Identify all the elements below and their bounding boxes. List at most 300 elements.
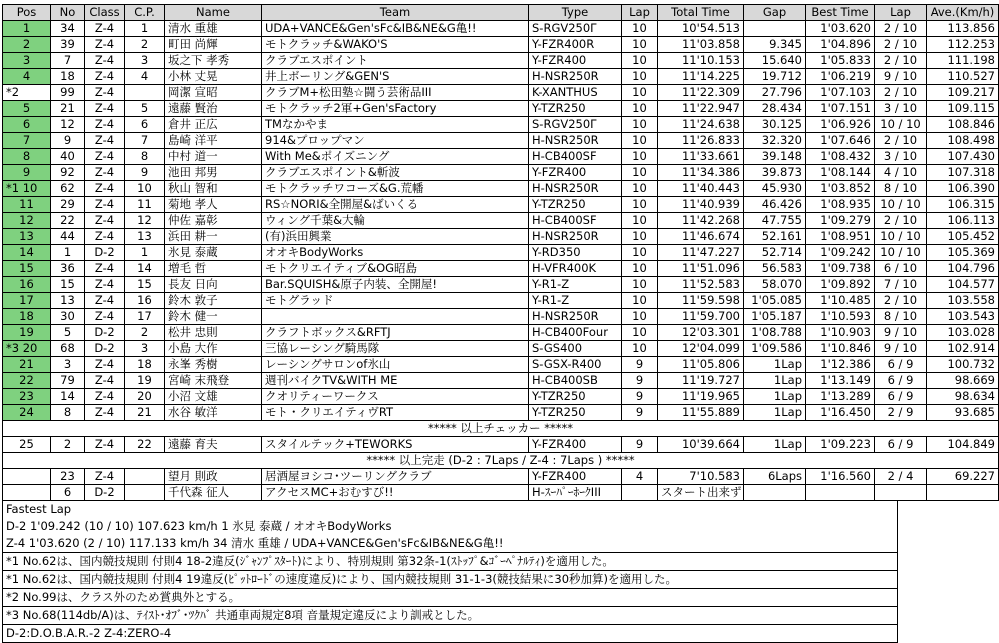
cell-type: Y-TZR250 (529, 405, 622, 421)
cell-name: 島崎 洋平 (165, 133, 262, 149)
results-table (2, 4, 999, 501)
cell-name: 千代森 征人 (165, 485, 262, 501)
cell-blap: 2 / 10 (875, 133, 927, 149)
cell-cp: 2 (125, 325, 165, 341)
col-lap: Lap (622, 5, 658, 21)
cell-gap: 47.755 (744, 213, 806, 229)
cell-type: Y-R1-Z (529, 277, 622, 293)
cell-name: 氷見 泰蔵 (165, 245, 262, 261)
col-ave: Ave.(Km/h) (927, 5, 999, 21)
cell-total: 11'59.598 (658, 293, 744, 309)
cell-blap: 2 / 10 (875, 53, 927, 69)
cell-best: 1'10.903 (806, 325, 875, 341)
cell-cls: Z-4 (85, 405, 125, 421)
cell-no: 5 (51, 325, 85, 341)
cell-ave: 108.846 (927, 117, 999, 133)
cell-cp (125, 485, 165, 501)
finish-row-text: ***** 以上完走 (D-2 : 7Laps / Z-4 : 7Laps ) ***** (3, 453, 999, 469)
cell-blap: 2 / 10 (875, 21, 927, 37)
cell-cp: 9 (125, 165, 165, 181)
cell-type: Y-FZR400 (529, 437, 622, 453)
col-gap: Gap (744, 5, 806, 21)
cell-best: 1'09.738 (806, 261, 875, 277)
cell-gap (744, 485, 806, 501)
cell-gap: 32.320 (744, 133, 806, 149)
cell-cls: Z-4 (85, 21, 125, 37)
cell-cp: 2 (125, 37, 165, 53)
cell-name: 水谷 敏洋 (165, 405, 262, 421)
cell-best: 1'08.432 (806, 149, 875, 165)
cell-best: 1'10.485 (806, 293, 875, 309)
cell-pos: 7 (3, 133, 51, 149)
cell-best: 1'04.896 (806, 37, 875, 53)
col-pos: Pos (3, 5, 51, 21)
cell-best: 1'07.646 (806, 133, 875, 149)
cell-no: 15 (51, 277, 85, 293)
cell-no: 68 (51, 341, 85, 357)
cell-ave: 98.669 (927, 373, 999, 389)
cell-ave: 109.115 (927, 101, 999, 117)
cell-pos (3, 469, 51, 485)
cell-team: UDA+VANCE&Gen'sFc&IB&NE&G亀!! (262, 21, 529, 37)
cell-gap: 6Laps (744, 469, 806, 485)
cell-team: With Me&ポイズニング (262, 149, 529, 165)
cell-pos: 13 (3, 229, 51, 245)
col-no: No (51, 5, 85, 21)
cell-total: 11'10.153 (658, 53, 744, 69)
cell-lap: 9 (622, 437, 658, 453)
cell-blap: 10 / 10 (875, 117, 927, 133)
cell-name: 宮崎 末飛登 (165, 373, 262, 389)
results-body (3, 21, 999, 501)
cell-lap: 10 (622, 53, 658, 69)
cell-total: 11'05.806 (658, 357, 744, 373)
cell-blap: 7 / 10 (875, 277, 927, 293)
cell-type: S-RGV250Γ (529, 21, 622, 37)
class-legend: D-2:D.O.B.A.R.-2 Z-4:ZERO-4 (3, 624, 897, 642)
cell-team: RS☆NORI&全開屋&ばいくる (262, 197, 529, 213)
cell-cp: 1 (125, 245, 165, 261)
cell-cls: Z-4 (85, 437, 125, 453)
cell-name: 町田 尚輝 (165, 37, 262, 53)
table-row (3, 357, 999, 373)
cell-total: 11'47.227 (658, 245, 744, 261)
cell-team: モトクラッチ&WAKO'S (262, 37, 529, 53)
cell-best: 1'08.951 (806, 229, 875, 245)
cell-cp: 3 (125, 53, 165, 69)
cell-gap: 1Lap (744, 405, 806, 421)
cell-lap: 10 (622, 309, 658, 325)
cell-lap: 10 (622, 277, 658, 293)
cell-lap: 10 (622, 165, 658, 181)
cell-best: 1'09.242 (806, 245, 875, 261)
cell-pos: *2 (3, 85, 51, 101)
cell-name: 増毛 哲 (165, 261, 262, 277)
cell-blap: 2 / 10 (875, 85, 927, 101)
cell-blap: 8 / 10 (875, 309, 927, 325)
cell-blap: 9 / 10 (875, 69, 927, 85)
col-type: Type (529, 5, 622, 21)
col-team: Team (262, 5, 529, 21)
cell-no: 13 (51, 293, 85, 309)
cell-no: 18 (51, 69, 85, 85)
cell-total: 11'24.638 (658, 117, 744, 133)
cell-blap: 10 / 10 (875, 245, 927, 261)
cell-no: 6 (51, 485, 85, 501)
cell-cls: D-2 (85, 341, 125, 357)
cell-cp: 8 (125, 149, 165, 165)
table-row (3, 309, 999, 325)
cell-ave: 103.028 (927, 325, 999, 341)
cell-cls: D-2 (85, 245, 125, 261)
cell-ave: 110.527 (927, 69, 999, 85)
cell-ave: 113.856 (927, 21, 999, 37)
note-3: *3 No.68(114db/A)は、ﾃｲｽﾄ･ｵﾌﾞ･ﾂｸﾊﾞ 共通車両規定8項 音量規定違反により訓戒とした。 (3, 606, 897, 624)
cell-no: 21 (51, 101, 85, 117)
cell-no: 1 (51, 245, 85, 261)
cell-ave: 104.849 (927, 437, 999, 453)
cell-no: 9 (51, 133, 85, 149)
cell-cp: 21 (125, 405, 165, 421)
cell-team: スタイルテック+TEWORKS (262, 437, 529, 453)
cell-pos: 23 (3, 389, 51, 405)
cell-name: 清水 重雄 (165, 21, 262, 37)
cell-total: 11'55.889 (658, 405, 744, 421)
cell-cp (125, 469, 165, 485)
cell-gap: 1Lap (744, 437, 806, 453)
cell-type: K-XANTHUS (529, 85, 622, 101)
cell-pos: *3 20 (3, 341, 51, 357)
cell-total: 11'22.309 (658, 85, 744, 101)
notes-section (2, 501, 898, 643)
cell-blap: 8 / 10 (875, 181, 927, 197)
cell-gap: 45.930 (744, 181, 806, 197)
cell-cp: 16 (125, 293, 165, 309)
cell-no: 30 (51, 309, 85, 325)
cell-gap: 1'08.788 (744, 325, 806, 341)
cell-no: 62 (51, 181, 85, 197)
cell-total: 7'10.583 (658, 469, 744, 485)
cell-type: H-VFR400K (529, 261, 622, 277)
table-row (3, 325, 999, 341)
cell-ave: 102.914 (927, 341, 999, 357)
cell-lap: 10 (622, 293, 658, 309)
cell-cp: 10 (125, 181, 165, 197)
cell-name: 鈴木 敦子 (165, 293, 262, 309)
cell-type: H-CB400Four (529, 325, 622, 341)
cell-total: 11'40.443 (658, 181, 744, 197)
cell-gap: 30.125 (744, 117, 806, 133)
cell-gap: 56.583 (744, 261, 806, 277)
table-row (3, 197, 999, 213)
cell-gap: 1Lap (744, 373, 806, 389)
table-row (3, 117, 999, 133)
cell-no: 23 (51, 469, 85, 485)
cell-best: 1'09.892 (806, 277, 875, 293)
cell-blap: 6 / 9 (875, 437, 927, 453)
cell-type: S-GSX-R400 (529, 357, 622, 373)
cell-type: H-ｽｰﾊﾟｰﾎｰｸIII (529, 485, 622, 501)
cell-name: 浜田 耕一 (165, 229, 262, 245)
cell-pos: 16 (3, 277, 51, 293)
cell-team: (有)浜田興業 (262, 229, 529, 245)
cell-name: 池田 邦男 (165, 165, 262, 181)
cell-best: 1'08.144 (806, 165, 875, 181)
table-row (3, 261, 999, 277)
col-cp: C.P. (125, 5, 165, 21)
cell-total: 11'52.583 (658, 277, 744, 293)
cell-cls: Z-4 (85, 181, 125, 197)
cell-gap: 39.873 (744, 165, 806, 181)
cell-total: 12'04.099 (658, 341, 744, 357)
cell-lap: 10 (622, 245, 658, 261)
table-row (3, 149, 999, 165)
checker-row-text: ***** 以上チェッカー ***** (3, 421, 999, 437)
cell-lap: 10 (622, 181, 658, 197)
cell-cls: Z-4 (85, 309, 125, 325)
cell-ave: 105.369 (927, 245, 999, 261)
cell-total: 11'42.268 (658, 213, 744, 229)
cell-total: 11'26.833 (658, 133, 744, 149)
cell-best: 1'03.852 (806, 181, 875, 197)
cell-total: 12'03.301 (658, 325, 744, 341)
cell-type: S-RGV250Γ (529, 117, 622, 133)
cell-name: 小林 丈晃 (165, 69, 262, 85)
cell-gap: 19.712 (744, 69, 806, 85)
cell-best: 1'05.833 (806, 53, 875, 69)
cell-type: Y-TZR250 (529, 101, 622, 117)
cell-lap: 10 (622, 229, 658, 245)
cell-type: Y-FZR400 (529, 469, 622, 485)
cell-name: 中村 道一 (165, 149, 262, 165)
cell-gap: 28.434 (744, 101, 806, 117)
cell-gap: 52.714 (744, 245, 806, 261)
cell-ave: 103.558 (927, 293, 999, 309)
cell-cp: 1 (125, 21, 165, 37)
table-row (3, 53, 999, 69)
cell-blap: 10 / 10 (875, 197, 927, 213)
cell-name: 小沼 文雄 (165, 389, 262, 405)
cell-team: 週刊バイクTV&WITH ME (262, 373, 529, 389)
cell-no: 2 (51, 437, 85, 453)
cell-type: S-GS400 (529, 341, 622, 357)
cell-no: 39 (51, 37, 85, 53)
cell-name: 望月 則政 (165, 469, 262, 485)
cell-cls: Z-4 (85, 101, 125, 117)
table-row (3, 37, 999, 53)
cell-lap: 10 (622, 117, 658, 133)
cell-ave: 106.315 (927, 197, 999, 213)
cell-total: 10'54.513 (658, 21, 744, 37)
cell-name: 菊地 孝人 (165, 197, 262, 213)
cell-lap: 10 (622, 213, 658, 229)
table-row (3, 469, 999, 485)
cell-lap: 10 (622, 261, 658, 277)
col-class: Class (85, 5, 125, 21)
cell-cp: 13 (125, 229, 165, 245)
cell-cls: D-2 (85, 325, 125, 341)
cell-cp: 20 (125, 389, 165, 405)
cell-team: クオリティーワークス (262, 389, 529, 405)
cell-blap: 6 / 9 (875, 373, 927, 389)
cell-type: H-NSR250R (529, 69, 622, 85)
note-1b: *1 No.62は、国内競技規則 付則4 19違反(ﾋﾟｯﾄﾛｰﾄﾞの速度違反)により、国内競技規則 31-1-3(競技結果に30秒加算)を適用した。 (3, 570, 897, 588)
cell-best (806, 485, 875, 501)
cell-total: 11'19.965 (658, 389, 744, 405)
cell-blap: 6 / 9 (875, 357, 927, 373)
cell-type: Y-FZR400 (529, 165, 622, 181)
cell-cls: Z-4 (85, 229, 125, 245)
cell-name: 坂之下 孝秀 (165, 53, 262, 69)
cell-team: 三協レーシング騎馬隊 (262, 341, 529, 357)
cell-cp: 17 (125, 309, 165, 325)
cell-type: Y-FZR400 (529, 53, 622, 69)
cell-ave: 106.390 (927, 181, 999, 197)
cell-cls: Z-4 (85, 197, 125, 213)
cell-gap (744, 21, 806, 37)
cell-ave: 93.685 (927, 405, 999, 421)
cell-gap: 1'09.586 (744, 341, 806, 357)
cell-blap: 4 / 10 (875, 165, 927, 181)
cell-pos: 4 (3, 69, 51, 85)
cell-cp: 15 (125, 277, 165, 293)
cell-gap: 27.796 (744, 85, 806, 101)
col-name: Name (165, 5, 262, 21)
cell-cp: 3 (125, 341, 165, 357)
cell-name: 遠藤 賢治 (165, 101, 262, 117)
cell-total: 11'19.727 (658, 373, 744, 389)
cell-best: 1'08.935 (806, 197, 875, 213)
cell-pos: 11 (3, 197, 51, 213)
header-row (3, 5, 999, 21)
cell-type: H-NSR250R (529, 309, 622, 325)
note-2: *2 No.99は、クラス外のため賞典外とする。 (3, 588, 897, 606)
cell-pos: 24 (3, 405, 51, 421)
cell-name: 鈴木 健一 (165, 309, 262, 325)
cell-best: 1'16.560 (806, 469, 875, 485)
cell-cp: 7 (125, 133, 165, 149)
cell-pos: 12 (3, 213, 51, 229)
cell-cls: Z-4 (85, 293, 125, 309)
cell-name: 秋山 智和 (165, 181, 262, 197)
cell-total: 11'22.947 (658, 101, 744, 117)
col-best-time: Best Time (806, 5, 875, 21)
cell-best: 1'10.593 (806, 309, 875, 325)
cell-blap: 6 / 10 (875, 261, 927, 277)
cell-cls: Z-4 (85, 469, 125, 485)
cell-cp: 12 (125, 213, 165, 229)
cell-blap (875, 485, 927, 501)
cell-ave: 69.227 (927, 469, 999, 485)
cell-pos: 2 (3, 37, 51, 53)
cell-name: 倉井 正広 (165, 117, 262, 133)
cell-no: 92 (51, 165, 85, 181)
cell-team: 914&プロップマン (262, 133, 529, 149)
cell-blap: 2 / 9 (875, 405, 927, 421)
finish-row (3, 453, 999, 469)
cell-best: 1'06.926 (806, 117, 875, 133)
cell-name: 永峯 秀樹 (165, 357, 262, 373)
cell-cls: Z-4 (85, 69, 125, 85)
cell-best: 1'03.620 (806, 21, 875, 37)
cell-blap: 3 / 10 (875, 149, 927, 165)
table-row (3, 165, 999, 181)
table-row (3, 341, 999, 357)
table-row (3, 69, 999, 85)
cell-no: 79 (51, 373, 85, 389)
cell-best: 1'16.450 (806, 405, 875, 421)
cell-type: Y-TZR250 (529, 197, 622, 213)
cell-cls: Z-4 (85, 85, 125, 101)
cell-best: 1'07.103 (806, 85, 875, 101)
cell-name: 長友 日向 (165, 277, 262, 293)
cell-total: 11'51.096 (658, 261, 744, 277)
cell-team: クラフトボックス&RFTJ (262, 325, 529, 341)
cell-ave: 111.198 (927, 53, 999, 69)
cell-blap: 3 / 10 (875, 101, 927, 117)
cell-total: 11'59.700 (658, 309, 744, 325)
cell-total: スタート出来ず (658, 485, 744, 501)
cell-team: オオキBodyWorks (262, 245, 529, 261)
cell-type: Y-RD350 (529, 245, 622, 261)
cell-team: モト・クリエイティヴRT (262, 405, 529, 421)
cell-pos: *1 10 (3, 181, 51, 197)
cell-ave: 104.796 (927, 261, 999, 277)
cell-team: TMなかやま (262, 117, 529, 133)
cell-gap: 1'05.187 (744, 309, 806, 325)
cell-type: Y-FZR400R (529, 37, 622, 53)
cell-type: H-NSR250R (529, 229, 622, 245)
cell-cls: Z-4 (85, 149, 125, 165)
cell-team: Bar.SQUISH&原子内装、全開屋! (262, 277, 529, 293)
cell-no: 29 (51, 197, 85, 213)
cell-cp: 6 (125, 117, 165, 133)
table-row (3, 181, 999, 197)
cell-total: 11'33.661 (658, 149, 744, 165)
cell-ave: 112.253 (927, 37, 999, 53)
cell-pos: 19 (3, 325, 51, 341)
cell-gap: 39.148 (744, 149, 806, 165)
cell-pos: 22 (3, 373, 51, 389)
cell-blap: 9 / 10 (875, 325, 927, 341)
cell-ave: 98.634 (927, 389, 999, 405)
cell-team (262, 309, 529, 325)
cell-pos: 21 (3, 357, 51, 373)
cell-total: 10'39.664 (658, 437, 744, 453)
cell-lap: 4 (622, 469, 658, 485)
cell-ave (927, 485, 999, 501)
cell-team: アクセスMC+おむすび!! (262, 485, 529, 501)
table-row (3, 437, 999, 453)
cell-lap: 10 (622, 149, 658, 165)
fastest-lap-title: Fastest Lap (6, 502, 72, 516)
cell-cls: Z-4 (85, 213, 125, 229)
cell-best: 1'13.289 (806, 389, 875, 405)
cell-cls: Z-4 (85, 277, 125, 293)
cell-gap: 52.161 (744, 229, 806, 245)
table-row (3, 245, 999, 261)
cell-best: 1'12.386 (806, 357, 875, 373)
table-row (3, 293, 999, 309)
cell-ave: 107.430 (927, 149, 999, 165)
cell-gap: 1Lap (744, 389, 806, 405)
cell-pos: 5 (3, 101, 51, 117)
checker-row (3, 421, 999, 437)
cell-no: 99 (51, 85, 85, 101)
cell-best: 1'13.149 (806, 373, 875, 389)
fastest-lap-z4: Z-4 1'03.620 (2 / 10) 117.133 km/h 34 清水 重雄 / UDA+VANCE&Gen'sFc&IB&NE&G亀!! (6, 536, 504, 550)
cell-lap: 9 (622, 373, 658, 389)
